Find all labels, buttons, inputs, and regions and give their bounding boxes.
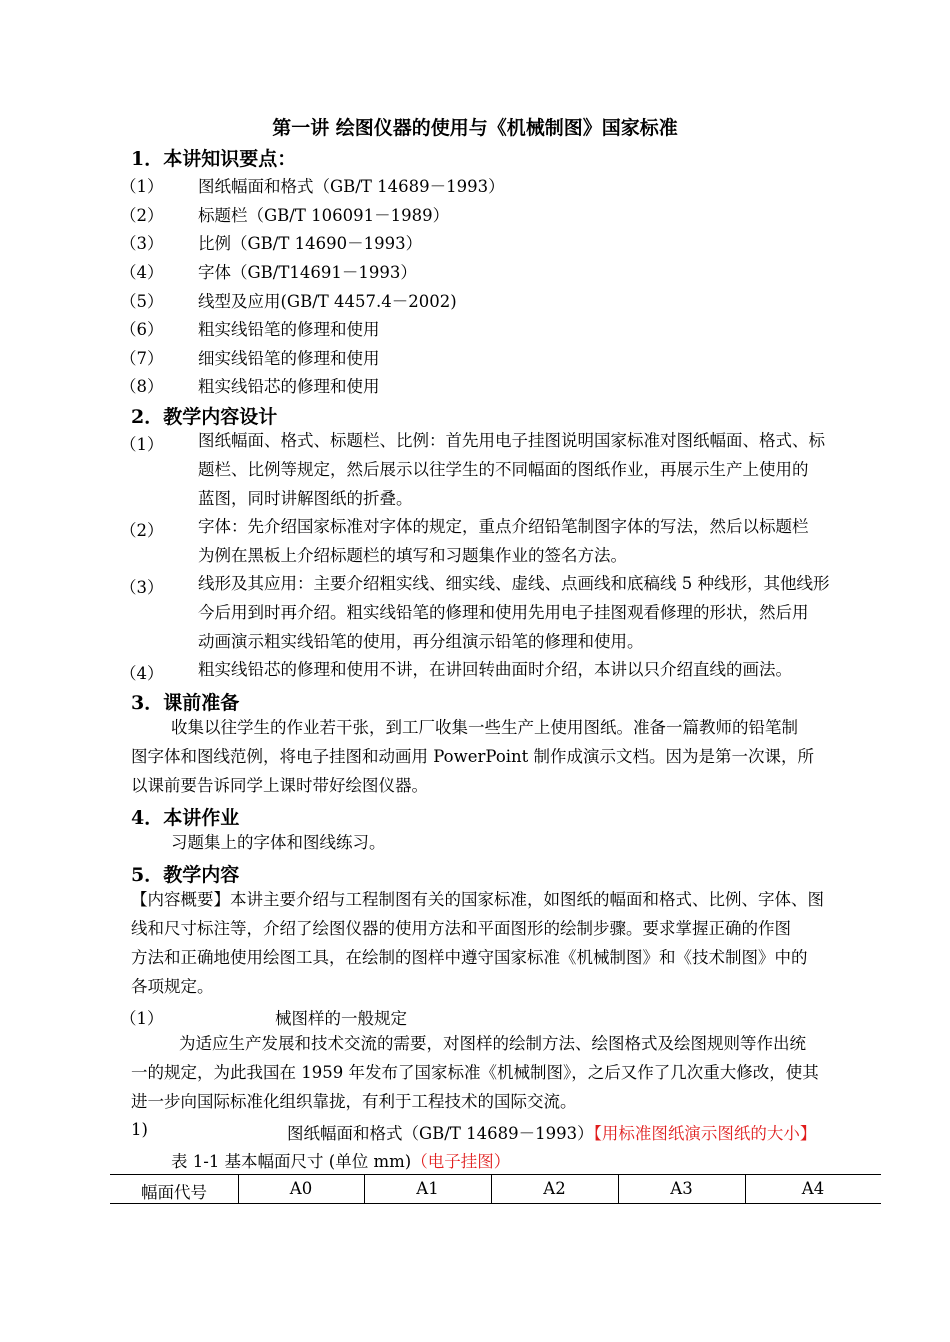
list-item: 字体（GB/T14691－1993） — [198, 263, 417, 282]
red-annotation: 【用标准图纸演示图纸的大小】 — [593, 1124, 817, 1143]
paragraph — [131, 1029, 901, 1116]
paragraph — [171, 828, 871, 857]
list-item-num: （6） — [120, 320, 164, 339]
list-item-num: （4） — [120, 263, 164, 282]
list-item-num: （4） — [120, 664, 164, 683]
list-item — [198, 655, 898, 684]
text-line: 【内容概要】本讲主要介绍与工程制图有关的国家标准，如图纸的幅面和格式、比例、字体、图 — [131, 890, 824, 909]
summary-paragraph — [131, 885, 901, 1001]
text-line: 动画演示粗实线铅笔的使用，再分组演示铅笔的修理和使用。 — [198, 632, 644, 651]
red-annotation: （电子挂图） — [411, 1152, 511, 1171]
paragraph — [131, 713, 901, 800]
list-item — [198, 426, 898, 513]
text-line: 各项规定。 — [131, 977, 214, 996]
text-line: 图字体和图线范例，将电子挂图和动画用 PowerPoint 制作成演示文档。因为是第一次课，所 — [131, 747, 815, 766]
text-line: 题栏、比例等规定，然后展示以往学生的不同幅面的图纸作业，再展示生产上使用的 — [198, 460, 809, 479]
text-line: 一的规定，为此我国在 1959 年发布了国家标准《机械制图》，之后又作了几次重大修改，使其 — [131, 1063, 819, 1082]
text-line: 方法和正确地使用绘图工具，在绘制的图样中遵守国家标准《机械制图》和《技术制图》中的 — [131, 948, 808, 967]
subsection-num: （1） — [120, 1009, 164, 1028]
section1-heading: 1．本讲知识要点： — [131, 148, 297, 170]
text-line: 习题集上的字体和图线练习。 — [171, 833, 386, 852]
text-line: 以课前要告诉同学上课时带好绘图仪器。 — [131, 776, 428, 795]
text-line: 线和尺寸标注等，介绍了绘图仪器的使用方法和平面图形的绘制步骤。要求掌握正确的作图 — [131, 919, 791, 938]
list-item: 粗实线铅芯的修理和使用 — [198, 377, 380, 396]
list-item — [198, 512, 898, 570]
text-line: 为适应生产发展和技术交流的需要，对图样的绘制方法、绘图格式及绘图规则等作出统 — [179, 1034, 806, 1053]
table-header-cell: A1 — [416, 1179, 439, 1198]
list-item-num: （8） — [120, 377, 164, 396]
list-item: 标题栏（GB/T 106091－1989） — [198, 206, 450, 225]
table-header-cell: A3 — [670, 1179, 693, 1198]
table-header-cell: A4 — [801, 1179, 825, 1198]
page-title: 第一讲 绘图仪器的使用与《机械制图》国家标准 — [272, 117, 678, 139]
text-line: 蓝图，同时讲解图纸的折叠。 — [198, 489, 413, 508]
table-header-cell: 幅面代号 — [141, 1183, 207, 1202]
section3-heading: 3．课前准备 — [131, 692, 240, 714]
table-border-bottom — [110, 1203, 881, 1204]
text-line: 为例在黑板上介绍标题栏的填写和习题集作业的签名方法。 — [198, 546, 627, 565]
text-line: 字体：先介绍国家标准对字体的规定，重点介绍铅笔制图字体的写法，然后以标题栏 — [198, 517, 809, 536]
table-header-cell: A2 — [543, 1179, 566, 1198]
subsection-title-text: 图纸幅面和格式（GB/T 14689－1993） — [287, 1124, 594, 1143]
text-line: 今后用到时再介绍。粗实线铅笔的修理和使用先用电子挂图观看修理的形状，然后用 — [198, 603, 809, 622]
section2-heading: 2．教学内容设计 — [131, 406, 278, 428]
text-line: 粗实线铅芯的修理和使用不讲，在讲回转曲面时介绍，本讲以只介绍直线的画法。 — [198, 660, 792, 679]
list-item-num: （1） — [120, 435, 164, 454]
subsection-title: 械图样的一般规定 — [275, 1009, 407, 1028]
text-line: 线形及其应用：主要介绍粗实线、细实线、虚线、点画线和底稿线 5 种线形，其他线形 — [198, 574, 830, 593]
list-item: 比例（GB/T 14690－1993） — [198, 234, 423, 253]
table-border-top — [110, 1174, 881, 1175]
list-item: 图纸幅面和格式（GB/T 14689－1993） — [198, 177, 505, 196]
section5-heading: 5．教学内容 — [131, 864, 240, 886]
subsection-num: 1) — [131, 1120, 148, 1139]
list-item: 线型及应用(GB/T 4457.4－2002) — [198, 292, 457, 311]
list-item-num: （3） — [120, 578, 164, 597]
subsection-title — [287, 1120, 816, 1144]
list-item-num: （3） — [120, 234, 164, 253]
list-item: 粗实线铅笔的修理和使用 — [198, 320, 380, 339]
list-item-num: （7） — [120, 349, 164, 368]
text-line: 图纸幅面、格式、标题栏、比例：首先用电子挂图说明国家标准对图纸幅面、格式、标 — [198, 431, 825, 450]
list-item: 细实线铅笔的修理和使用 — [198, 349, 380, 368]
list-item-num: （2） — [120, 206, 164, 225]
list-item-num: （5） — [120, 292, 164, 311]
table-header-cell: A0 — [289, 1179, 313, 1198]
list-item-num: （2） — [120, 521, 164, 540]
text-line: 收集以往学生的作业若干张，到工厂收集一些生产上使用图纸。准备一篇教师的铅笔制 — [171, 718, 798, 737]
section4-heading: 4．本讲作业 — [131, 807, 240, 829]
table-caption — [171, 1148, 510, 1172]
list-item-num: （1） — [120, 177, 164, 196]
table-caption-text: 表 1-1 基本幅面尺寸 (单位 mm) — [171, 1152, 412, 1171]
list-item — [198, 569, 898, 656]
text-line: 进一步向国际标准化组织靠拢，有利于工程技术的国际交流。 — [131, 1092, 577, 1111]
